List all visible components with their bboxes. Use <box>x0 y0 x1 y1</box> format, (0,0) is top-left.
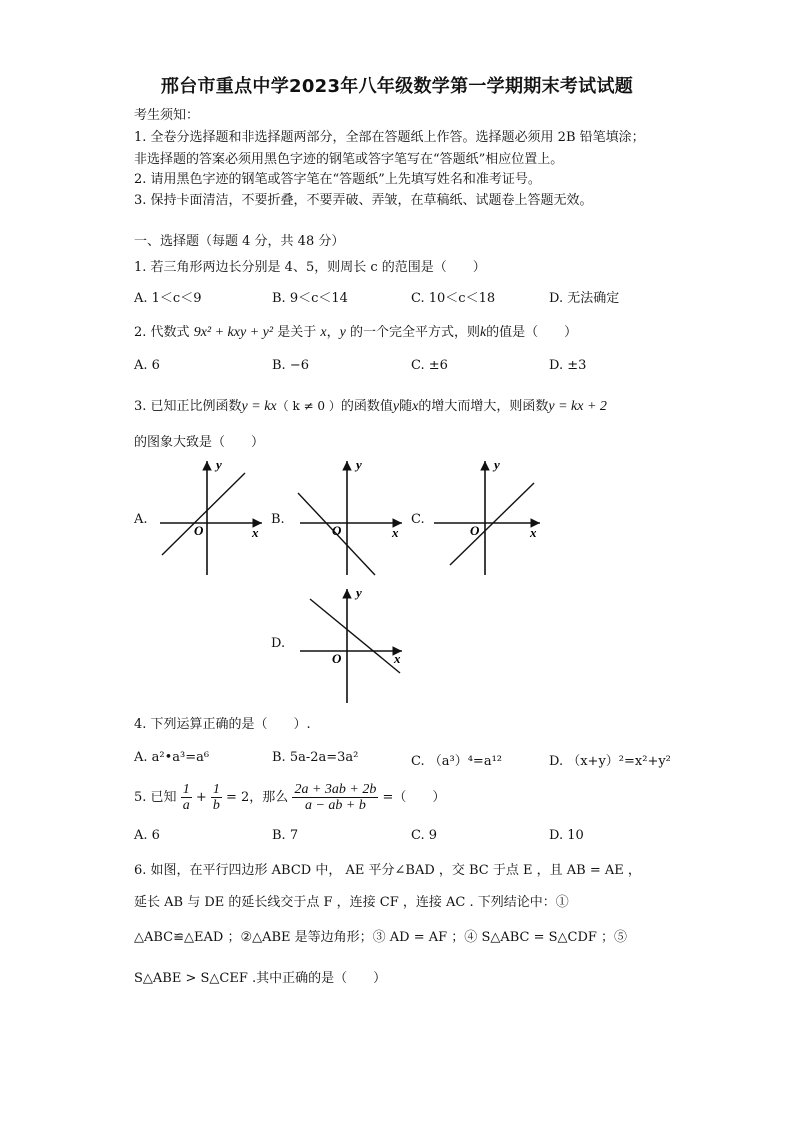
q1-option-c[interactable]: C. 10＜c＜18 <box>411 291 496 306</box>
q1-option-a[interactable]: A. 1＜c＜9 <box>134 291 202 306</box>
q2-tail: 的一个完全平方式，则 <box>349 325 480 340</box>
notice-item-1: 1. 全卷分选择题和非选择题两部分，全部在答题纸上作答。选择题必须用 2B 铅笔填涂； <box>134 130 645 145</box>
q2-var-y: y <box>339 325 346 340</box>
q5-fraction-1: $\frac{1}{a}$ <box>182 782 190 813</box>
q3-num: 3. 已知正比例函数 <box>134 399 242 414</box>
x-axis-label: x <box>530 525 537 540</box>
q2-expression: 9x² + kxy + y² <box>193 325 274 340</box>
q2-option-a[interactable]: A. 6 <box>134 358 160 373</box>
notice-item-3: 3. 保持卡面清洁，不要折叠，不要弄破、弄皱，在草稿纸、试题卷上答题无效。 <box>134 193 593 208</box>
x-axis-label: x <box>252 525 259 540</box>
origin-label: O <box>332 651 342 666</box>
section-heading: 一、选择题（每题 4 分，共 48 分） <box>134 234 345 249</box>
q5-pre: 5. 已知 <box>134 790 177 805</box>
q5-eq: = 2，那么 <box>226 790 289 805</box>
page-title: 邢台市重点中学2023年八年级数学第一学期期末考试试题 <box>160 76 634 97</box>
q2-num: 2. 代数式 <box>134 325 190 340</box>
notice-item-1-cont: 非选择题的答案必须用黑色字迹的钢笔或答字笔写在“答题纸”相应位置上。 <box>134 152 564 167</box>
q2-stem <box>134 321 577 341</box>
x-axis-label: x <box>394 651 401 666</box>
y-axis-label: y <box>494 457 500 472</box>
q6-line-3: △ABC≌△EAD ；②△ABE 是等边角形；③ AD = AF ；④ S△ABC = S△CDF ；⑤ <box>134 930 628 945</box>
origin-label: O <box>470 523 480 538</box>
q4-option-a[interactable]: A. a²•a³=a⁶ <box>134 750 210 765</box>
q3-mid3: 的增大而增大，则函数 <box>418 399 549 414</box>
q3-option-c[interactable]: C. <box>411 512 425 527</box>
q2-end: 的值是（ ） <box>486 325 578 340</box>
q5-plus: + <box>195 790 207 805</box>
q5-option-d[interactable]: D. 10 <box>549 828 584 843</box>
q2-comma: ， <box>326 325 340 340</box>
q1-stem: 1. 若三角形两边长分别是 4、5，则周长 c 的范围是（ ） <box>134 260 486 275</box>
q3-option-b[interactable]: B. <box>271 512 285 527</box>
function-line <box>310 599 400 673</box>
notice-item-2: 2. 请用黑色字迹的钢笔或答字笔在“答题纸”上先填写姓名和准考证号。 <box>134 172 541 187</box>
q3-func-2: y = kx + 2 <box>548 399 607 414</box>
q5-fraction-2: $\frac{1}{b}$ <box>212 782 220 813</box>
q5-post: =（ ） <box>382 790 446 805</box>
q5-fraction-3: $\frac{2a + 3ab + 2b}{a - ab + b}$ <box>294 782 377 813</box>
q3-graph-d <box>290 583 410 708</box>
x-axis-label: x <box>392 525 399 540</box>
q3-var-x: x <box>412 399 419 414</box>
q4-option-d[interactable]: D. （x+y）²=x²+y² <box>549 754 671 769</box>
q2-option-b[interactable]: B. −6 <box>272 358 309 373</box>
y-axis-label: y <box>356 585 362 600</box>
q2-option-c[interactable]: C. ±6 <box>411 358 448 373</box>
function-line <box>162 473 245 555</box>
notice-heading: 考生须知： <box>134 108 200 123</box>
q3-func-1: y = kx <box>241 399 277 414</box>
q2-mid: 是关于 <box>277 325 317 340</box>
q3-graph-a <box>150 455 270 580</box>
q4-option-c[interactable]: C. （a³）⁴=a¹² <box>411 754 502 769</box>
q3-graph-c <box>428 455 548 580</box>
origin-label: O <box>194 523 204 538</box>
q3-option-d[interactable]: D. <box>271 636 286 651</box>
q3-var-y: y <box>392 399 400 414</box>
y-axis-label: y <box>356 457 362 472</box>
q5-option-c[interactable]: C. 9 <box>411 828 438 843</box>
q1-option-d[interactable]: D. 无法确定 <box>549 291 620 306</box>
q6-line-1: 6. 如图，在平行四边形 ABCD 中， AE 平分∠BAD ，交 BC 于点 E ，且 AB = AE ， <box>134 863 641 878</box>
function-line <box>450 483 534 565</box>
q5-option-a[interactable]: A. 6 <box>134 828 160 843</box>
q4-stem: 4. 下列运算正确的是（ ）. <box>134 717 311 732</box>
q3-condition: （ k ≠ 0 ） <box>276 399 341 413</box>
q2-var-x: x <box>320 325 327 340</box>
y-axis-label: y <box>216 457 222 472</box>
q2-option-d[interactable]: D. ±3 <box>549 358 587 373</box>
q3-option-a[interactable]: A. <box>134 512 148 527</box>
q5-option-b[interactable]: B. 7 <box>272 828 299 843</box>
q3-stem <box>134 395 607 415</box>
q6-line-4: S△ABE > S△CEF .其中正确的是（ ） <box>134 971 387 986</box>
q3-graph-b <box>290 455 410 580</box>
q6-line-2: 延长 AB 与 DE 的延长线交于点 F ，连接 CF ，连接 AC . 下列结论中：① <box>134 895 569 910</box>
q3-mid2: 随 <box>399 399 413 414</box>
q3-stem-line2: 的图象大致是（ ） <box>134 435 265 450</box>
q3-mid: 的函数值 <box>340 399 393 414</box>
q5-stem <box>134 782 445 814</box>
q4-option-b[interactable]: B. 5a-2a=3a² <box>272 750 359 765</box>
q1-option-b[interactable]: B. 9＜c＜14 <box>272 291 348 306</box>
origin-label: O <box>332 523 342 538</box>
q2-var-k: k <box>479 325 487 340</box>
